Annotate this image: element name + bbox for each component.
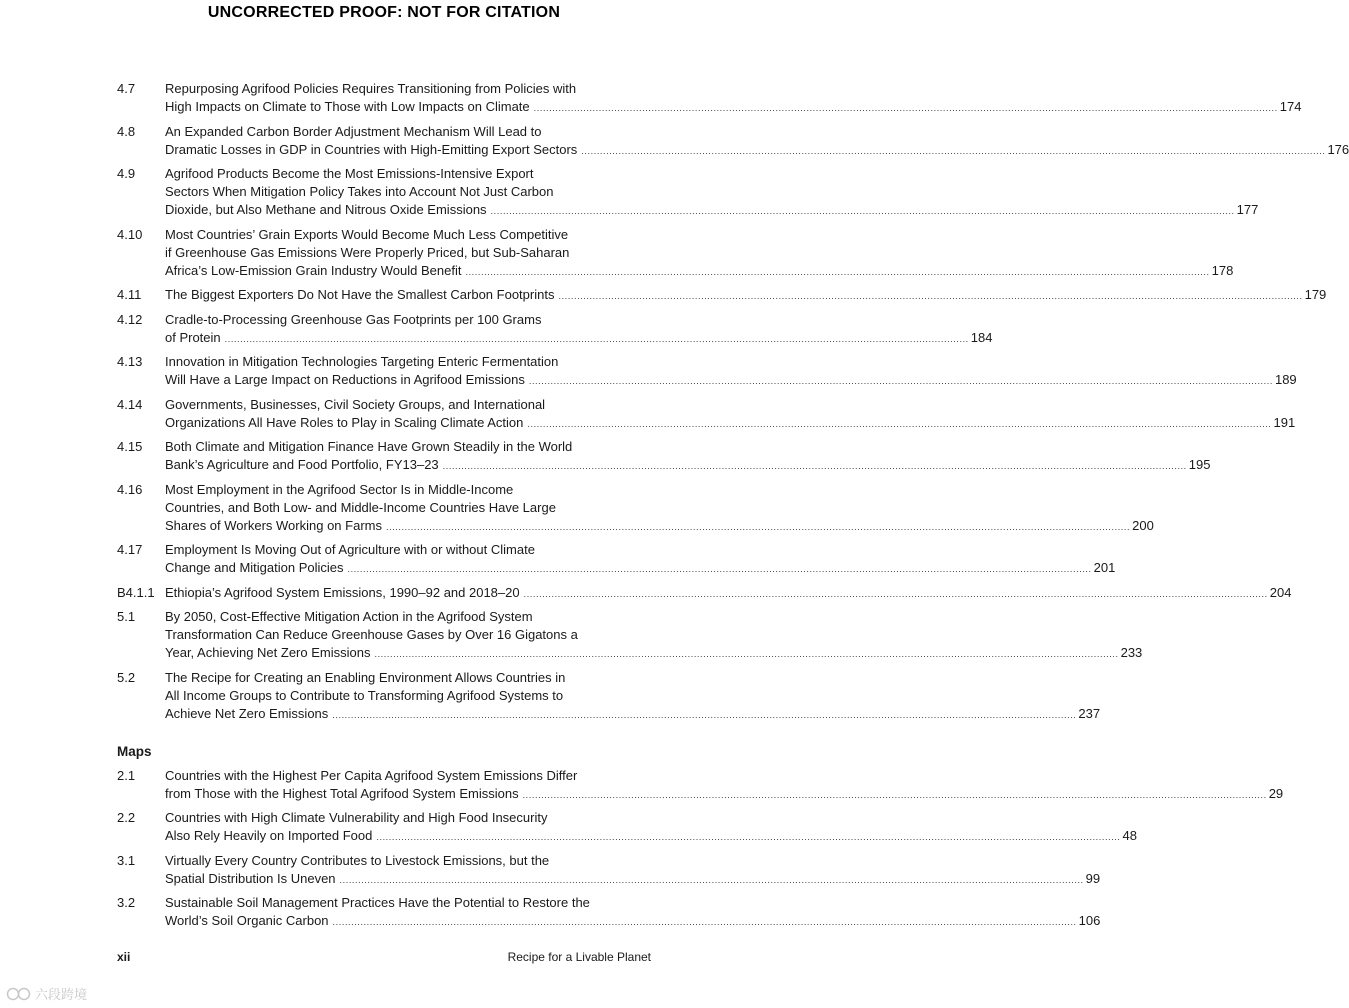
entry-title-line: from Those with the Highest Total Agrifood System Emissions — [165, 785, 519, 801]
entry-title-last-line — [165, 414, 1295, 433]
dot-leader — [527, 415, 1271, 433]
entry-title-line: Employment Is Moving Out of Agriculture with or without Climate — [165, 542, 535, 557]
figure-entry — [117, 584, 1292, 603]
entry-page-number: 29 — [1268, 785, 1284, 801]
list-of-figures-and-maps — [117, 80, 1349, 937]
entry-title — [165, 311, 992, 348]
entry-page-number: 99 — [1085, 870, 1101, 886]
entry-title-line: Organizations All Have Roles to Play in Scaling Climate Action — [165, 414, 524, 430]
entry-page-number: 176 — [1327, 141, 1349, 157]
dot-leader — [534, 99, 1278, 117]
entry-title-last-line — [165, 98, 1301, 117]
entry-title-line: Achieve Net Zero Emissions — [165, 705, 329, 721]
watermark-logo-icon — [6, 987, 32, 1001]
entry-number: 3.1 — [117, 852, 136, 868]
dot-leader — [332, 706, 1076, 724]
entry-number: 5.1 — [117, 609, 136, 624]
entry-page-number: 233 — [1120, 645, 1143, 660]
entry-page-number: 179 — [1304, 287, 1327, 302]
entry-number: 4.12 — [117, 311, 143, 327]
entry-title — [165, 80, 1301, 117]
entry-title-line: if Greenhouse Gas Emissions Were Properly Priced, but Sub-Saharan — [165, 244, 570, 260]
entry-title — [165, 852, 1100, 889]
entry-title-line: Repurposing Agrifood Policies Requires Transitioning from Policies with — [165, 81, 577, 96]
entry-title-line: The Recipe for Creating an Enabling Environment Allows Countries in — [165, 669, 566, 685]
dot-leader — [225, 330, 969, 348]
entry-title-line: Bank’s Agriculture and Food Portfolio, FY13–23 — [165, 457, 439, 472]
entry-title — [165, 286, 1326, 305]
entry-title-last-line — [165, 705, 1100, 724]
figure-entry — [117, 353, 1297, 390]
entry-title — [165, 608, 1142, 663]
entry-title-line: High Impacts on Climate to Those with Low Impacts on Climate — [165, 99, 530, 114]
dot-leader — [465, 263, 1209, 281]
entry-title-last-line — [165, 201, 1258, 220]
entry-title-line: Africa’s Low-Emission Grain Industry Would Benefit — [165, 262, 462, 278]
entry-title-line: Dramatic Losses in GDP in Countries with High-Emitting Export Sectors — [165, 141, 578, 157]
figure-entry — [117, 226, 1234, 281]
entry-title — [165, 353, 1297, 390]
entry-title-line: Innovation in Mitigation Technologies Targeting Enteric Fermentation — [165, 354, 559, 369]
dot-leader — [348, 560, 1092, 578]
entry-number: B4.1.1 — [117, 584, 155, 600]
entry-page-number: 177 — [1236, 202, 1259, 217]
figure-entry — [117, 286, 1327, 305]
entry-title-last-line — [165, 785, 1283, 804]
entry-page-number: 189 — [1274, 372, 1297, 387]
dot-leader — [386, 518, 1130, 536]
dot-leader — [581, 142, 1325, 160]
entry-page-number: 237 — [1078, 705, 1101, 721]
entry-number: 4.10 — [117, 226, 143, 242]
figure-entry — [117, 541, 1116, 578]
entry-page-number: 106 — [1078, 913, 1101, 928]
entry-title-line: Shares of Workers Working on Farms — [165, 517, 382, 533]
entry-title — [165, 481, 1154, 536]
figure-entry — [117, 438, 1211, 475]
entry-title-line: Sectors When Mitigation Policy Takes into Account Not Just Carbon — [165, 184, 554, 199]
entry-title-line: Countries with the Highest Per Capita Agrifood System Emissions Differ — [165, 767, 578, 783]
dot-leader — [524, 585, 1268, 603]
entry-number: 4.17 — [117, 542, 143, 557]
entry-title — [165, 396, 1295, 433]
figure-entry — [117, 396, 1296, 433]
dot-leader — [491, 202, 1235, 220]
entry-page-number: 48 — [1122, 828, 1137, 843]
entry-title-last-line — [165, 870, 1100, 889]
entry-title-last-line — [165, 329, 992, 348]
entry-number: 4.13 — [117, 354, 143, 369]
entry-title-last-line — [165, 912, 1100, 931]
entry-title-line: Countries, and Both Low- and Middle-Income Countries Have Large — [165, 499, 556, 515]
maps-heading: Maps — [117, 743, 152, 759]
proof-banner: UNCORRECTED PROOF: NOT FOR CITATION — [207, 4, 561, 21]
entry-page-number: 184 — [970, 329, 993, 345]
entry-title-last-line — [165, 262, 1233, 281]
dot-leader — [340, 871, 1084, 889]
entry-title-line: Agrifood Products Become the Most Emissions-Intensive Export — [165, 166, 534, 181]
maps-list — [117, 767, 1284, 932]
entry-number: 4.14 — [117, 396, 143, 412]
figures-list — [117, 80, 1349, 724]
entry-title-line: of Protein — [165, 329, 221, 345]
entry-page-number: 200 — [1132, 517, 1154, 533]
figure-entry — [117, 80, 1302, 117]
entry-page-number: 204 — [1269, 584, 1292, 600]
entry-title-line: All Income Groups to Contribute to Transforming Agrifood Systems to — [165, 687, 564, 703]
figure-entry — [117, 311, 993, 348]
entry-title-line: Will Have a Large Impact on Reductions in Agrifood Emissions — [165, 372, 525, 387]
entry-number: 4.9 — [117, 166, 136, 181]
entry-title-last-line — [165, 644, 1142, 663]
entry-title-last-line — [165, 371, 1297, 390]
entry-title — [165, 226, 1233, 281]
entry-title-line: Most Employment in the Agrifood Sector Is in Middle-Income — [165, 481, 514, 497]
entry-number: 4.11 — [117, 287, 142, 302]
entry-title — [165, 541, 1115, 578]
map-entry — [117, 894, 1101, 931]
entry-title — [165, 123, 1349, 160]
entry-title-line: Virtually Every Country Contributes to Livestock Emissions, but the — [165, 852, 550, 868]
entry-title — [165, 767, 1283, 804]
entry-title-line: An Expanded Carbon Border Adjustment Mechanism Will Lead to — [165, 123, 542, 139]
footer-book-title: Recipe for a Livable Planet — [507, 950, 651, 964]
dot-leader — [376, 828, 1120, 846]
entry-number: 4.15 — [117, 439, 143, 454]
entry-page-number: 178 — [1211, 262, 1234, 278]
entry-title-line: Also Rely Heavily on Imported Food — [165, 828, 373, 843]
dot-leader — [333, 913, 1077, 931]
page-footer — [117, 950, 651, 964]
entry-title-last-line — [165, 141, 1349, 160]
entry-title — [165, 894, 1100, 931]
entry-number: 2.2 — [117, 810, 136, 825]
entry-title-line: Cradle-to-Processing Greenhouse Gas Footprints per 100 Grams — [165, 311, 542, 327]
entry-title-line: Year, Achieving Net Zero Emissions — [165, 645, 371, 660]
watermark-text: 六段跨境 — [35, 987, 88, 1002]
figure-entry — [117, 669, 1101, 724]
map-entry — [117, 767, 1284, 804]
figure-entry — [117, 608, 1143, 663]
dot-leader — [443, 457, 1187, 475]
figure-entry — [117, 123, 1349, 160]
dot-leader — [558, 287, 1302, 305]
entry-title-last-line — [165, 286, 1326, 305]
entry-title-last-line — [165, 456, 1210, 475]
entry-title — [165, 584, 1291, 603]
dot-leader — [529, 372, 1273, 390]
entry-title-last-line — [165, 584, 1291, 603]
entry-title-line: Both Climate and Mitigation Finance Have Grown Steadily in the World — [165, 439, 573, 454]
entry-title-line: Most Countries’ Grain Exports Would Become Much Less Competitive — [165, 226, 569, 242]
entry-page-number: 195 — [1188, 457, 1211, 472]
entry-title-line: Countries with High Climate Vulnerability and High Food Insecurity — [165, 810, 548, 825]
entry-title-line: Dioxide, but Also Methane and Nitrous Oxide Emissions — [165, 202, 487, 217]
entry-title-line: Sustainable Soil Management Practices Have the Potential to Restore the — [165, 895, 590, 910]
entry-title — [165, 809, 1137, 846]
entry-title-last-line — [165, 559, 1115, 578]
watermark — [6, 984, 87, 1003]
entry-number: 2.1 — [117, 767, 136, 783]
map-entry — [117, 852, 1101, 889]
entry-number: 4.8 — [117, 123, 136, 139]
entry-title — [165, 669, 1100, 724]
entry-number: 4.16 — [117, 481, 143, 497]
entry-title-last-line — [165, 517, 1154, 536]
entry-page-number: 191 — [1273, 414, 1296, 430]
entry-title-line: World’s Soil Organic Carbon — [165, 913, 329, 928]
entry-title-line: Governments, Businesses, Civil Society Groups, and International — [165, 396, 546, 412]
entry-title-line: Change and Mitigation Policies — [165, 560, 344, 575]
entry-title-line: Spatial Distribution Is Uneven — [165, 870, 336, 886]
entry-page-number: 174 — [1279, 99, 1302, 114]
entry-number: 4.7 — [117, 81, 136, 96]
entry-number: 3.2 — [117, 895, 136, 910]
entry-title — [165, 438, 1210, 475]
map-entry — [117, 809, 1137, 846]
dot-leader — [374, 645, 1118, 663]
entry-title-line: Ethiopia’s Agrifood System Emissions, 1990–92 and 2018–20 — [165, 584, 520, 600]
entry-title-line: Transformation Can Reduce Greenhouse Gases by Over 16 Gigatons a — [165, 627, 578, 642]
entry-page-number: 201 — [1093, 560, 1116, 575]
entry-title-line: By 2050, Cost-Effective Mitigation Action in the Agrifood System — [165, 609, 533, 624]
entry-number: 5.2 — [117, 669, 136, 685]
footer-page-number: xii — [117, 950, 131, 964]
dot-leader — [523, 786, 1267, 804]
entry-title — [165, 165, 1258, 220]
entry-title-line: The Biggest Exporters Do Not Have the Smallest Carbon Footprints — [165, 287, 555, 302]
figure-entry — [117, 481, 1154, 536]
figure-entry — [117, 165, 1259, 220]
entry-title-last-line — [165, 827, 1137, 846]
